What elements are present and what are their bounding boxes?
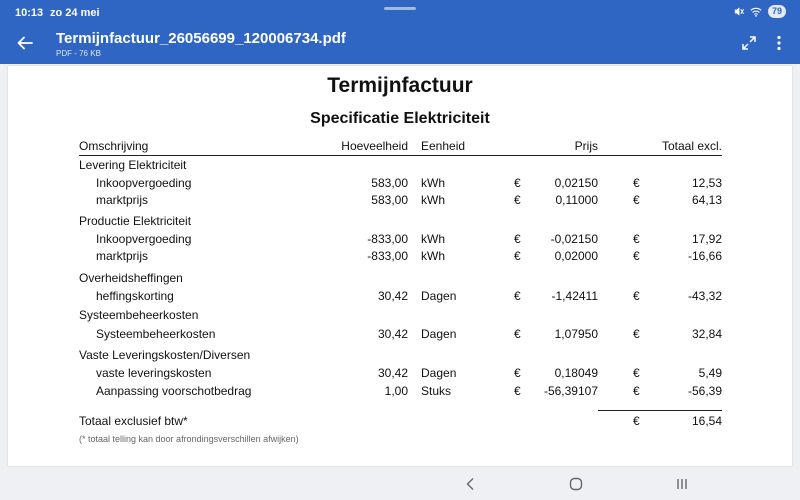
- nav-back-button[interactable]: [459, 474, 481, 494]
- cell-qty: -833,00: [367, 232, 408, 246]
- nav-recents-button[interactable]: [671, 474, 693, 494]
- cell-price: 0,02000: [554, 249, 598, 263]
- cell-price: 0,11000: [555, 193, 598, 207]
- app-bar: [0, 0, 800, 64]
- cell-total: 32,84: [691, 327, 722, 341]
- cell-total: 12,53: [691, 176, 722, 190]
- item-label: Aanpassing voorschotbedrag: [96, 384, 252, 398]
- cell-unit: Dagen: [421, 366, 457, 380]
- cell-qty: 1,00: [384, 384, 408, 398]
- cell-total: -16,66: [687, 249, 722, 263]
- cell-currency: €: [514, 249, 521, 263]
- cell-qty: 30,42: [377, 289, 408, 303]
- cell-currency: €: [633, 366, 640, 380]
- cell-total: 17,92: [691, 232, 722, 246]
- mute-icon: [733, 6, 744, 17]
- cell-currency: €: [633, 384, 640, 398]
- cell-currency: €: [514, 193, 521, 207]
- back-arrow-icon: [16, 34, 34, 52]
- cell-unit: Dagen: [421, 327, 457, 341]
- cell-currency: €: [633, 232, 640, 246]
- cell-total: 64,13: [691, 193, 722, 207]
- group-label: Overheidsheffingen: [79, 271, 183, 285]
- cell-currency: €: [514, 384, 521, 398]
- item-label: marktprijs: [96, 249, 149, 263]
- cell-currency: €: [633, 193, 640, 207]
- total-currency: €: [633, 414, 640, 428]
- cell-unit: Stuks: [421, 384, 452, 398]
- item-label: Inkoopvergoeding: [96, 232, 192, 246]
- item-label: vaste leveringskosten: [96, 366, 212, 380]
- nav-home-icon: [569, 477, 583, 491]
- cell-currency: €: [633, 176, 640, 190]
- cell-total: -43,32: [687, 289, 722, 303]
- back-button[interactable]: [12, 30, 38, 56]
- cell-unit: kWh: [421, 176, 445, 190]
- cell-qty: 583,00: [371, 176, 408, 190]
- header-omschrijving: Omschrijving: [79, 139, 149, 153]
- battery-icon: 79: [768, 5, 786, 18]
- cell-qty: 30,42: [377, 366, 408, 380]
- total-label: Totaal exclusief btw*: [79, 414, 188, 428]
- status-date: zo 24 mei: [50, 7, 100, 19]
- total-value: 16,54: [691, 414, 722, 428]
- header-divider: [79, 155, 722, 156]
- group-label: Vaste Leveringskosten/Diversen: [79, 348, 251, 362]
- cell-qty: 30,42: [377, 327, 408, 341]
- cell-currency: €: [633, 289, 640, 303]
- header-prijs: Prijs: [574, 139, 598, 153]
- cell-price: 0,18049: [554, 366, 598, 380]
- item-label: heffingskorting: [96, 289, 174, 303]
- file-meta: PDF - 76 KB: [56, 49, 101, 58]
- cell-unit: Dagen: [421, 289, 457, 303]
- cell-unit: kWh: [421, 249, 445, 263]
- cell-total: 5,49: [698, 366, 722, 380]
- cell-currency: €: [514, 327, 521, 341]
- wifi-icon: [750, 7, 762, 17]
- cell-price: -0,02150: [550, 232, 598, 246]
- more-vert-icon: [776, 35, 782, 51]
- cell-qty: -833,00: [367, 249, 408, 263]
- cell-unit: kWh: [421, 193, 445, 207]
- document-subtitle: Specificatie Elektriciteit: [310, 110, 490, 127]
- cell-price: 1,07950: [554, 327, 598, 341]
- cell-price: -56,39107: [543, 384, 598, 398]
- item-label: marktprijs: [96, 193, 149, 207]
- total-divider: [598, 410, 722, 411]
- group-label: Productie Elektriciteit: [79, 214, 192, 228]
- nav-back-icon: [465, 477, 475, 491]
- drag-handle[interactable]: [384, 7, 416, 10]
- header-hoeveelheid: Hoeveelheid: [341, 139, 408, 153]
- header-eenheid: Eenheid: [421, 139, 466, 153]
- more-options-button[interactable]: [768, 32, 790, 54]
- cell-qty: 583,00: [371, 193, 408, 207]
- group-label: Systeembeheerkosten: [79, 308, 199, 322]
- expand-icon: [741, 35, 757, 51]
- header-totaal: Totaal excl.: [661, 139, 722, 153]
- cell-currency: €: [514, 366, 521, 380]
- cell-unit: kWh: [421, 232, 445, 246]
- cell-currency: €: [633, 249, 640, 263]
- item-label: Inkoopvergoeding: [96, 176, 192, 190]
- cell-currency: €: [633, 327, 640, 341]
- cell-currency: €: [514, 289, 521, 303]
- nav-recents-icon: [676, 478, 688, 490]
- cell-price: -1,42411: [551, 289, 598, 303]
- document-title: Termijnfactuur: [327, 74, 473, 97]
- group-label: Levering Elektriciteit: [79, 158, 187, 172]
- navigation-bar: [0, 468, 800, 500]
- cell-currency: €: [514, 232, 521, 246]
- footnote: (* totaal telling kan door afrondingsverschillen afwijken): [79, 434, 299, 444]
- cell-price: 0,02150: [554, 176, 598, 190]
- status-time: 10:13: [15, 7, 44, 19]
- expand-button[interactable]: [738, 32, 760, 54]
- status-bar: [0, 0, 800, 24]
- file-title: Termijnfactuur_26056699_120006734.pdf: [56, 30, 346, 47]
- cell-total: -56,39: [687, 384, 722, 398]
- nav-home-button[interactable]: [565, 474, 587, 494]
- cell-currency: €: [514, 176, 521, 190]
- item-label: Systeembeheerkosten: [96, 327, 216, 341]
- status-icons: [733, 5, 786, 18]
